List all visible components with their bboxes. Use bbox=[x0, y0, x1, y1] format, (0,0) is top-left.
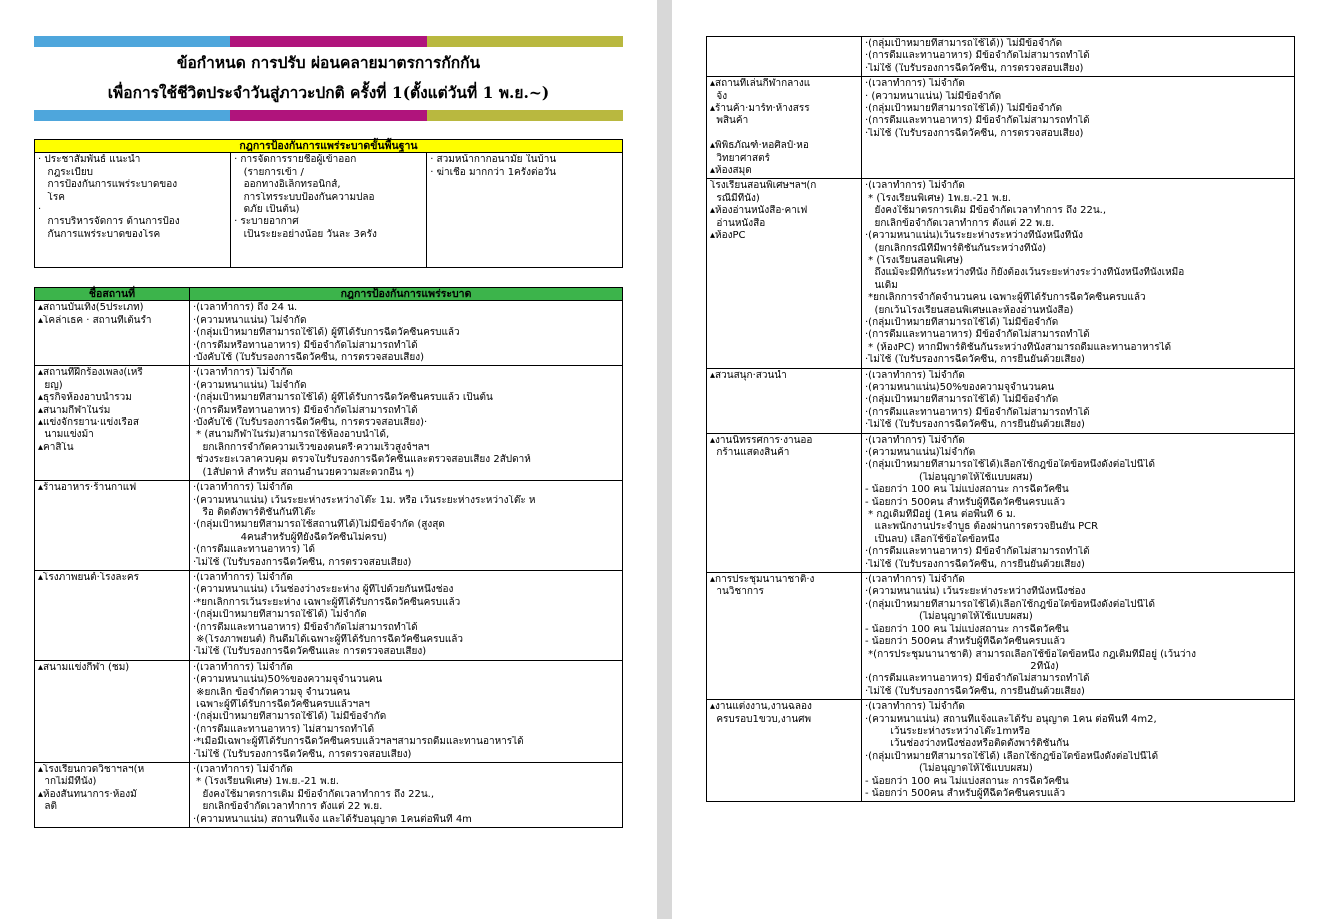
basic-col2-line: · การจัดการรายชื่อผู้เข้าออก bbox=[234, 154, 357, 166]
rule-line: ·(การดื่มและทานอาหาร) มีข้อจำกัดไม่สามารถทำได้ bbox=[865, 50, 1090, 62]
rule-line: ยังคงใช้มาตรการเดิม มีข้อจำกัดเวลาทำการ ถึง 22น., bbox=[193, 788, 435, 800]
rule-line: รือ ติดตั้งพาร์ติชั่นกั้นที่โต๊ะ bbox=[193, 506, 316, 518]
rule-line: - น้อยกว่า 500คน สำหรับผู้ที่ฉีดวัคซีนครบแล้ว bbox=[865, 636, 1066, 648]
place-cell bbox=[707, 368, 862, 433]
rule-line: ·(เวลาทำการ) ไม่จำกัด bbox=[193, 661, 293, 673]
rule-line: ·(กลุ่มเป้าหมายที่สามารถใช้ได้) ไม่มีข้อจำกัด bbox=[865, 316, 1059, 328]
rule-line: ·(การดื่มและทานอาหาร) มีข้อจำกัดไม่สามารถทำได้ bbox=[865, 546, 1090, 558]
table-row bbox=[707, 77, 1295, 179]
basic-col1 bbox=[35, 153, 231, 268]
col-place-header: ชื่อสถานที่ bbox=[35, 288, 190, 301]
rule-line: * (โรงเรียนพิเศษ) 1พ.ย.-21 พ.ย. bbox=[865, 192, 1011, 204]
rule-line: ·ไม่ใช้ (ใบรับรองการฉีดวัคซีน, การตรวจสอบเสี่ยง) bbox=[865, 62, 1084, 74]
rules-cell bbox=[862, 573, 1295, 700]
table-row bbox=[35, 763, 623, 828]
rule-line: 4คนสำหรับผู้ที่ยังฉีดวัคซีนไม่ครบ) bbox=[193, 531, 387, 543]
place-line: ▴คาสิโน bbox=[38, 441, 74, 453]
rules-cell bbox=[190, 301, 623, 366]
place-line: ▴สนามกีฬาในร่ม bbox=[38, 404, 111, 416]
rule-line: - น้อยกว่า 100 คน ไม่แบ่งสถานะ การฉีดวัคซีน bbox=[865, 623, 1069, 635]
rule-line: ·(เวลาทำการ) ถึง 24 น. bbox=[193, 302, 298, 314]
top-color-stripe bbox=[34, 36, 623, 47]
place-cell bbox=[35, 660, 190, 762]
place-line: ▴สนามแข่งกีฬา (ชม) bbox=[38, 661, 130, 673]
rule-line: ·(ความหนาแน่น) สถานที่แจ้งและได้รับ อนุญาต 1คน ต่อพื้นที่ 4m2, bbox=[865, 713, 1157, 725]
rule-line: ถึงแม้จะมีที่กั้นระหว่างที่นั่ง ก็ยังต้องเว้นระยะห่างระว่างที่นั่งหนึ่งที่นั่งเหมือ bbox=[865, 267, 1185, 279]
place-line: ลติ bbox=[38, 801, 57, 813]
rules-cell bbox=[862, 179, 1295, 368]
place-cell bbox=[35, 570, 190, 660]
place-line: ▴งานนิทรรศการ·งานออ bbox=[710, 434, 813, 446]
rule-line: ·(การดื่มและทานอาหาร) มีข้อจำกัดไม่สามารถทำได้ bbox=[193, 621, 418, 633]
rule-line: ·(ความหนาแน่น)ไม่จำกัด bbox=[865, 447, 976, 458]
rule-line: * (โรงเรียนพิเศษ) 1พ.ย.-21 พ.ย. bbox=[193, 776, 339, 788]
rule-line: ·(การดื่มและทานอาหาร) ไม่สามารถทำได้ bbox=[193, 723, 375, 735]
rule-line: ยกเลิกข้อจำกัดเวลาทำการ ตั้งแต่ 22 พ.ย. bbox=[865, 217, 1055, 229]
basic-col1-line: การบริหารจัดการ ด้านการป้อง bbox=[38, 216, 180, 228]
bottom-color-stripe bbox=[34, 110, 623, 121]
rule-line: ·(เวลาทำการ) ไม่จำกัด bbox=[865, 78, 965, 90]
place-line: ▴โรงภาพยนต์·โรงละคร bbox=[38, 571, 139, 583]
place-line: รณีมีที่นั่ง) bbox=[710, 192, 760, 204]
rules-cell bbox=[190, 366, 623, 481]
place-line: จ้ง bbox=[710, 90, 728, 102]
place-cell bbox=[707, 573, 862, 700]
rule-line: เว้นช่องว่างหนึ่งช่องหรือติดตั้งพาร์ติชั่นกั้น bbox=[865, 738, 1069, 750]
place-line: ▴ห้องอ่านหนังสือ·คาเฟ bbox=[710, 205, 808, 217]
rule-line: ·(การดื่มและทานอาหาร) มีข้อจำกัดไม่สามารถทำได้ bbox=[865, 115, 1090, 127]
rule-line: ·(กลุ่มเป้าหมายที่สามารถใช้ได้) ผู้ที่ได้รับการฉีดวัคซีนครบแล้ว เป็นต้น bbox=[193, 392, 493, 404]
table-row bbox=[707, 700, 1295, 802]
basic-col2-line: (รายการเข้า / bbox=[234, 166, 304, 178]
rule-line: นเดิม bbox=[865, 279, 898, 291]
rule-line: ·(เวลาทำการ) ไม่จำกัด bbox=[193, 764, 293, 776]
rule-line: ·ไม่ใช้ (ใบรับรองการฉีดวัคซีน, การยืนยันด้วยเสี่ยง) bbox=[865, 419, 1085, 431]
rule-line: ·(เวลาทำการ) ไม่จำกัด bbox=[865, 180, 965, 192]
place-line: ▴งานแต่งงาน,งานฉลอง bbox=[710, 701, 812, 713]
rule-line: ช่วงระยะเวลาควบคุม ตรวจใบรับรองการฉีดวัคซีนและตรวจสอบเสี่ยง 2สัปดาห์ bbox=[193, 454, 531, 466]
rule-line: ·(ความหนาแน่น)50%ของความจุจำนวนคน bbox=[865, 381, 1055, 393]
rule-line: - น้อยกว่า 500คน สำหรับผู้ที่ฉีดวัคซีนครบแล้ว bbox=[865, 787, 1066, 799]
basic-col3 bbox=[427, 153, 623, 268]
place-cell bbox=[707, 433, 862, 572]
rule-line: - น้อยกว่า 100 คน ไม่แบ่งสถานะ การฉีดวัคซีน bbox=[865, 484, 1069, 496]
basic-col2-line: ออกทางอิเล็กทรอนิกส์, bbox=[234, 179, 341, 191]
rule-line: ※(โรงภาพยนต์) กินดื่มได้เฉพาะผู้ที่ได้รับการฉีดวัคซีนครบแล้ว bbox=[193, 633, 464, 645]
table-row bbox=[35, 660, 623, 762]
rule-line: ·ไม่ใช้ (ใบรับรองการฉีดวัคซีน, การยืนยันด้วยเสี่ยง) bbox=[865, 558, 1085, 570]
place-line: โรงเรียนสอนพิเศษฯลฯ(ก bbox=[710, 180, 817, 192]
place-line: านวิชาการ bbox=[710, 586, 764, 598]
place-line: ▴สถานที่เล่นกีฬากลางแ bbox=[710, 78, 811, 90]
place-cell bbox=[707, 37, 862, 77]
rule-line: (ไม่อนุญาตให้ใช้แบบผสม) bbox=[865, 763, 1033, 775]
rule-line: ·(กลุ่มเป้าหมายที่สามารถใช้ได้) ผู้ที่ได้รับการฉีดวัคซีนครบแล้ว bbox=[193, 327, 460, 339]
rule-line: ·(เวลาทำการ) ไม่จำกัด bbox=[865, 574, 965, 586]
place-cell bbox=[707, 179, 862, 368]
rule-line: ·*ยกเลิกการเว้นระยะห่าง เฉพาะผู้ที่ได้รับการฉีดวัคซีนครบแล้ว bbox=[193, 596, 461, 608]
rule-line: ·(ความหนาแน่น) ไม่จำกัด bbox=[193, 379, 307, 391]
rule-line: ·(ความหนาแน่น) ไม่จำกัด bbox=[193, 314, 307, 326]
rule-line: ·ไม่ใช้ (ใบรับรองการฉีดวัคซีนและ การตรวจสอบเสี่ยง) bbox=[193, 646, 427, 658]
rule-line: ※ยกเลิก ข้อจำกัดความจุ จำนวนคน bbox=[193, 686, 350, 698]
basic-col2-line: · ระบายอากาศ bbox=[234, 216, 299, 228]
rule-line: เป็นลบ) เลือกใช้ข้อใดข้อหนึ่ง bbox=[865, 533, 1000, 545]
table-row bbox=[35, 481, 623, 571]
place-line: ครบรอบ1ขวบ,งานศพ bbox=[710, 713, 812, 725]
doc-title-line2: เพื่อการใช้ชีวิตประจำวันสู่ภาวะปกติ ครั้งที่ 1(ตั้งแต่วันที่ 1 พ.ย.~) bbox=[107, 83, 550, 102]
place-cell bbox=[35, 481, 190, 571]
table-row bbox=[707, 37, 1295, 77]
basic-col3-line: · ฆ่าเชื้อ มากกว่า 1ครั้งต่อวัน bbox=[430, 166, 556, 178]
rule-line: ยังคงใช้มาตรการเดิม มีข้อจำกัดเวลาทำการ ถึง 22น., bbox=[865, 205, 1107, 217]
basic-col2-line: การโทรระบบป้องกันความปลอ bbox=[234, 191, 375, 203]
place-cell bbox=[35, 301, 190, 366]
rule-line: - น้อยกว่า 100 คน ไม่แบ่งสถานะ การฉีดวัคซีน bbox=[865, 775, 1069, 787]
rule-line: ·(ความหนาแน่น)เว้นระยะห่างระหว่างที่นั่งหนึ่งที่นั่ง bbox=[865, 230, 1083, 242]
place-cell bbox=[35, 763, 190, 828]
place-line bbox=[710, 128, 858, 140]
rule-line: ·ไม่ใช้ (ใบรับรองการฉีดวัคซีน, การตรวจสอบเสี่ยง) bbox=[193, 748, 412, 760]
place-line: กร้านแสดงสินค้า bbox=[710, 447, 790, 458]
rule-line: 2ที่นั่ง) bbox=[865, 660, 1059, 672]
rules-cell bbox=[190, 660, 623, 762]
place-line: ▴แข่งจักรยาน·แข่งเรือส bbox=[38, 417, 140, 429]
rule-line: ·(เวลาทำการ) ไม่จำกัด bbox=[193, 482, 293, 494]
place-line: ยญ) bbox=[38, 379, 63, 391]
rule-line: * กฎเดิมที่มีอยู่ (1คน ต่อพื้นที่ 6 ม. bbox=[865, 509, 1016, 521]
rule-line: เว้นระยะห่างระหว่างโต๊ะ1mหรือ bbox=[865, 725, 1031, 737]
rules-cell bbox=[190, 570, 623, 660]
rules-cell bbox=[862, 433, 1295, 572]
place-line: วิทยาศาสตร์ bbox=[710, 152, 770, 164]
rule-line: (1สัปดาห์ สำหรับ สถานอำนวยความสะดวกอื่น ๆ) bbox=[193, 466, 415, 478]
rule-line: ·(ความหนาแน่น) เว้นระยะห่างระหว่างที่นั่งหนึ่งช่อง bbox=[865, 586, 1086, 598]
basic-col1-line: โรค bbox=[38, 191, 65, 203]
place-line: ▴ร้านอาหาร·ร้านกาแฟ bbox=[38, 482, 137, 494]
rule-line: ·*เมื่อมีเฉพาะผู้ที่ได้รับการฉีดวัคซีนครบแล้วฯลฯสามารถดื่มและทานอาหารได้ bbox=[193, 736, 524, 748]
rule-line: (ยกเว้นโรงเรียนสอนพิเศษและห้องอ่านหนังสือ) bbox=[865, 304, 1074, 316]
place-line: ▴พิพิธภัณฑ์·หอศิลป์·หอ bbox=[710, 140, 809, 152]
rule-line: ·(เวลาทำการ) ไม่จำกัด bbox=[193, 367, 293, 379]
rule-line: * (ห้องPC) หากมีพาร์ติชั่นกั้นระหว่างที่นั่งสามารถดื่มและทานอาหารได้ bbox=[865, 341, 1172, 353]
rule-line: ยกเลิกการจำกัดความเร็วของดนตรี·ความเร็วสูงจ์ฯลฯ bbox=[193, 441, 430, 453]
place-line: ▴สถานบันเทิง(5ประเภท) bbox=[38, 302, 144, 314]
rule-line: ·(กลุ่มเป้าหมายที่สามารถใช้ได้)เลือกใช้กฎข้อใดข้อหนึ่งดังต่อไปนี้ได้ bbox=[865, 598, 1155, 610]
venue-rules-table bbox=[34, 287, 623, 828]
basic-col1-line: · bbox=[38, 204, 42, 216]
rule-line: ·บังคับใช้ (ใบรับรองการฉีดวัคซีน, การตรวจสอบเสี่ยง) bbox=[193, 352, 425, 364]
table-row bbox=[35, 570, 623, 660]
rule-line: ·(กลุ่มเป้าหมายที่สามารถใช้ได้)) ไม่มีข้อจำกัด bbox=[865, 38, 1063, 49]
rule-line: ·(ความหนาแน่น) สถานที่แจ้ง และได้รับอนุญาต 1คนต่อพื้นที่ 4m bbox=[193, 813, 472, 825]
rule-line: ·(กลุ่มเป้าหมายที่สามารถใช้สถานที่ได้)ไม่มีข้อจำกัด (สูงสุด bbox=[193, 519, 445, 531]
rules-cell bbox=[862, 77, 1295, 179]
rule-line: ·ไม่ใช้ (ใบรับรองการฉีดวัคซีน, การตรวจสอบเสี่ยง) bbox=[865, 127, 1084, 139]
rules-cell bbox=[862, 37, 1295, 77]
rule-line: ·บังคับใช้ (ใบรับรองการฉีดวัคซีน, การตรวจสอบเสี่ยง)· bbox=[193, 417, 428, 429]
rule-line: ·(เวลาทำการ) ไม่จำกัด bbox=[193, 571, 293, 583]
place-line: ▴ห้องPC bbox=[710, 230, 746, 242]
rule-line: ·(ความหนาแน่น)50%ของความจุจำนวนคน bbox=[193, 674, 383, 686]
rule-line: ·(เวลาทำการ) ไม่จำกัด bbox=[865, 701, 965, 713]
basic-col1-line: การป้องกันการแพร่ระบาดของ bbox=[38, 179, 178, 191]
rule-line: · (ความหนาแน่น) ไม่มีข้อจำกัด bbox=[865, 90, 1002, 102]
rule-line: ·(กลุ่มเป้าหมายที่สามารถใช้ได้) เลือกใช้กฎข้อใดข้อหนึ่งดังต่อไปนี้ได้ bbox=[865, 750, 1159, 762]
rule-line: ·(เวลาทำการ) ไม่จำกัด bbox=[865, 434, 965, 446]
basic-col2-line: ดภัย เป็นต้น) bbox=[234, 204, 300, 216]
place-line: ▴ห้องสันทนาการ·ห้องมั bbox=[38, 788, 137, 800]
rules-cell bbox=[190, 481, 623, 571]
rule-line: ·ไม่ใช้ (ใบรับรองการฉีดวัคซีน, การยืนยันด้วยเสี่ยง) bbox=[865, 685, 1085, 697]
table-row bbox=[707, 433, 1295, 572]
place-line: ▴ห้องสมุด bbox=[710, 165, 752, 177]
basic-rules-table bbox=[34, 139, 623, 268]
doc-title-line1: ข้อกำหนด การปรับ ผ่อนคลายมาตรการกักกัน bbox=[176, 53, 481, 72]
place-line: ▴โคล่าเธค · สถานที่เต้นรำ bbox=[38, 314, 152, 326]
rule-line: ·(การดื่มหรือทานอาหาร) มีข้อจำกัดไม่สามารถทำได้ bbox=[193, 339, 418, 351]
rule-line: ยกเลิกข้อจำกัดเวลาทำการ ตั้งแต่ 22 พ.ย. bbox=[193, 801, 383, 813]
rule-line: ·(กลุ่มเป้าหมายที่สามารถใช้ได้) ไม่มีข้อจำกัด bbox=[865, 394, 1059, 406]
rule-line: ·(การดื่มและทานอาหาร) มีข้อจำกัดไม่สามารถทำได้ bbox=[865, 406, 1090, 418]
venue-rules-table-continued bbox=[706, 36, 1295, 802]
basic-col1-line: · ประชาสัมพันธ์ แนะนำ bbox=[38, 154, 141, 166]
rule-line: * (โรงเรียนสอนพิเศษ) bbox=[865, 254, 964, 266]
rule-line: ·ไม่ใช้ (ใบรับรองการฉีดวัคซีน, การตรวจสอบเสี่ยง) bbox=[193, 556, 412, 568]
rule-line: ·(การดื่มและทานอาหาร) มีข้อจำกัดไม่สามารถทำได้ bbox=[865, 673, 1090, 685]
place-line: อ่านหนังสือ bbox=[710, 217, 766, 229]
rule-line: * (สนามกีฬาในร่ม)สามารถใช้ห้องอาบน้ำได้, bbox=[193, 429, 390, 441]
rules-cell bbox=[862, 368, 1295, 433]
rules-cell bbox=[862, 700, 1295, 802]
rule-line: ·(กลุ่มเป้าหมายที่สามารถใช้ได้) ไม่จำกัด bbox=[193, 609, 367, 621]
table-row bbox=[35, 301, 623, 366]
basic-col2 bbox=[231, 153, 427, 268]
rule-line: ·(กลุ่มเป้าหมายที่สามารถใช้ได้)เลือกใช้กฎข้อใดข้อหนึ่งดังต่อไปนี้ได้ bbox=[865, 459, 1155, 471]
rule-line: - น้อยกว่า 500คน สำหรับผู้ที่ฉีดวัคซีนครบแล้ว bbox=[865, 496, 1066, 508]
place-line: ▴สวนสนุก·สวนน้ำ bbox=[710, 369, 787, 381]
place-cell bbox=[707, 77, 862, 179]
basic-col1-line: กฎระเบียบ bbox=[38, 166, 94, 178]
rule-line: ·(เวลาทำการ) ไม่จำกัด bbox=[865, 369, 965, 381]
place-line: ▴ธุรกิจห้องอาบน้ำรวม bbox=[38, 392, 132, 404]
place-line: พสินค้า bbox=[710, 115, 749, 127]
rule-line: ·ไม่ใช้ (ใบรับรองการฉีดวัคซีน, การยืนยันด้วยเสี่ยง) bbox=[865, 354, 1085, 366]
table-row bbox=[707, 179, 1295, 368]
rule-line: (ไม่อนุญาตให้ใช้แบบผสม) bbox=[865, 471, 1033, 483]
document-page-right bbox=[672, 0, 1329, 919]
rule-line: (ไม่อนุญาตให้ใช้แบบผสม) bbox=[865, 611, 1033, 623]
rules-cell bbox=[190, 763, 623, 828]
place-cell bbox=[35, 366, 190, 481]
place-line: นามแข่งม้า bbox=[38, 429, 94, 441]
rule-line: ·(ความหนาแน่น) เว้นช่องว่างระยะห่าง ผู้ที่ไปด้วยกันหนึ่งช่อง bbox=[193, 584, 454, 596]
place-line: ▴สถานที่ฝึกร้องเพลง(เหรี bbox=[38, 367, 143, 379]
table-row bbox=[707, 573, 1295, 700]
rule-line: และพนักงานประจำบูธ ต้องผ่านการตรวจยืนยัน PCR bbox=[865, 521, 1099, 533]
table-row bbox=[35, 366, 623, 481]
place-line: ▴โรงเรียนกวดวิชาฯลฯ(ห bbox=[38, 764, 145, 776]
basic-col1-line: กันการแพร่ระบาดของโรค bbox=[38, 228, 161, 240]
basic-rules-header: กฎการป้องกันการแพร่ระบาดขั้นพื้นฐาน bbox=[35, 140, 623, 153]
basic-col2-line: เป็นระยะอย่างน้อย วันละ 3ครั้ง bbox=[234, 228, 377, 240]
rule-line: ·(การดื่มและทานอาหาร) มีข้อจำกัดไม่สามารถทำได้ bbox=[865, 329, 1090, 341]
rule-line: ·(การดื่มและทานอาหาร) ได้ bbox=[193, 544, 315, 556]
place-cell bbox=[707, 700, 862, 802]
basic-col3-line: · สวมหน้ากากอนามัย ในบ้าน bbox=[430, 154, 557, 166]
place-line: ▴ร้านค้า·มาร์ท·ห้างสรร bbox=[710, 103, 810, 115]
rule-line: ·(การดื่มหรือทานอาหาร) มีข้อจำกัดไม่สามารถทำได้ bbox=[193, 404, 418, 416]
place-line: ากไม่มีที่นั่ง) bbox=[38, 776, 97, 788]
rule-line: *ยกเลิกการจำกัดจำนวนคน เฉพาะผู้ที่ได้รับการฉีดวัคซีนครบแล้ว bbox=[865, 292, 1146, 304]
rule-line: เฉพาะผู้ที่ได้รับการฉีดวัคซีนครบแล้วฯลฯ bbox=[193, 699, 370, 710]
rule-line: *(การประชุมนานาชาติ) สามารถเลือกใช้ข้อใดข้อหนึ่ง กฎเดิมที่มีอยู่ (เว้นว่าง bbox=[865, 648, 1197, 660]
place-line: ▴การประชุมนานาชาติ·ง bbox=[710, 574, 815, 586]
col-rules-header: กฎการป้องกันการแพร่ระบาด bbox=[190, 288, 623, 301]
rule-line: (ยกเลิกกรณีที่มีพาร์ติชั่นกั้นระหว่างที่นั่ง) bbox=[865, 242, 1047, 254]
rule-line: ·(กลุ่มเป้าหมายที่สามารถใช้ได้)) ไม่มีข้อจำกัด bbox=[865, 103, 1063, 115]
rule-line: ·(ความหนาแน่น) เว้นระยะห่างระหว่างโต๊ะ 1ม. หรือ เว้นระยะห่างระหว่างโต๊ะ ห bbox=[193, 494, 536, 506]
document-page-left bbox=[0, 0, 657, 919]
rule-line: ·(กลุ่มเป้าหมายที่สามารถใช้ได้) ไม่มีข้อจำกัด bbox=[193, 711, 387, 723]
table-row bbox=[707, 368, 1295, 433]
